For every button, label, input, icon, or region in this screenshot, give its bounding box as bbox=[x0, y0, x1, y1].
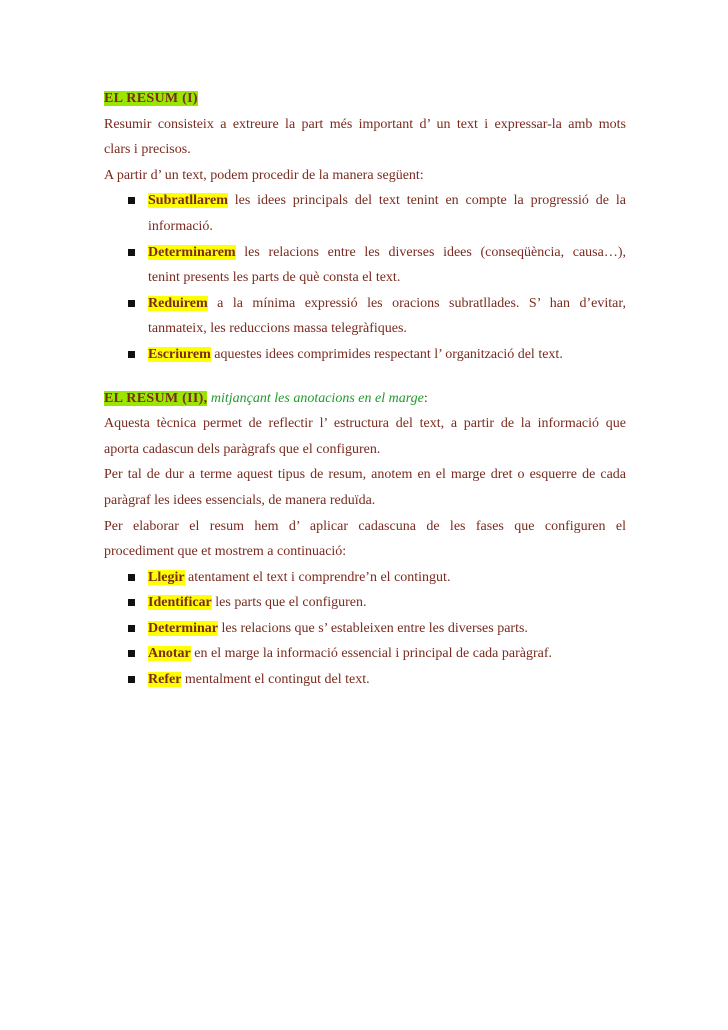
section2-line-3: Per tal de dur a terme aquest tipus de resum, anotem en el marge dret o esquerre de cada bbox=[104, 467, 626, 483]
list-item bbox=[104, 291, 626, 342]
list-item bbox=[104, 240, 626, 291]
keyword-reduirem: Reduirem bbox=[148, 295, 208, 311]
list-item bbox=[104, 667, 626, 693]
list-item-text: les idees principals del text tenint en compte la progressió de la bbox=[227, 193, 626, 209]
square-bullet-icon bbox=[128, 599, 135, 606]
list-item bbox=[104, 342, 626, 368]
list-item-text: mentalment el contingut del text. bbox=[181, 672, 370, 688]
section-spacer bbox=[104, 368, 626, 386]
list-item-text: les relacions entre les diverses idees (conseqüència, causa…), bbox=[235, 244, 626, 260]
keyword-refer: Refer bbox=[148, 672, 182, 688]
keyword-escriurem: Escriurem bbox=[148, 346, 211, 362]
list-item-text: en el marge la informació essencial i principal de cada paràgraf. bbox=[190, 646, 553, 662]
list-item bbox=[104, 641, 626, 667]
square-bullet-icon bbox=[128, 300, 135, 307]
list-item bbox=[104, 565, 626, 591]
section2-subheading-suffix: : bbox=[423, 390, 428, 406]
section2-line-2: aporta cadascun dels paràgrafs que el configuren. bbox=[104, 441, 381, 457]
list-item bbox=[104, 188, 626, 239]
keyword-determinar: Determinar bbox=[148, 620, 218, 636]
section1-para1-line2: clars i precisos. bbox=[104, 142, 191, 158]
section2-heading: EL RESUM (II), bbox=[104, 390, 208, 406]
section2-line-4: paràgraf les idees essencials, de manera reduïda. bbox=[104, 492, 376, 508]
list-item-text: aquestes idees comprimides respectant l’ organització del text. bbox=[210, 346, 563, 362]
keyword-llegir: Llegir bbox=[148, 569, 185, 585]
section2-subheading: mitjançant les anotacions en el marge bbox=[210, 390, 424, 406]
list-item-continuation: tanmateix, les reduccions massa telegràfiques. bbox=[148, 321, 407, 337]
keyword-identificar: Identificar bbox=[148, 595, 212, 611]
square-bullet-icon bbox=[128, 197, 135, 204]
section1-para1-line1: Resumir consisteix a extreure la part més important d’ un text i expressar-la amb mots bbox=[104, 116, 626, 132]
list-item-text: les relacions que s’ estableixen entre les diverses parts. bbox=[217, 620, 528, 636]
square-bullet-icon bbox=[128, 351, 135, 358]
list-item-text: a la mínima expressió les oracions subratllades. S’ han d’evitar, bbox=[207, 295, 626, 311]
section1-list bbox=[104, 188, 626, 367]
section2-heading-line bbox=[104, 386, 626, 412]
section1-heading: EL RESUM (I) bbox=[104, 91, 198, 106]
list-item-continuation: tenint presents les parts de què consta el text. bbox=[148, 270, 401, 286]
list-item bbox=[104, 616, 626, 642]
section2-line-6: procediment que et mostrem a continuació: bbox=[104, 544, 347, 560]
square-bullet-icon bbox=[128, 676, 135, 683]
section2-line-1: Aquesta tècnica permet de reflectir l’ estructura del text, a partir de la informació que bbox=[104, 416, 626, 432]
list-item-text: atentament el text i comprendre’n el contingut. bbox=[184, 569, 451, 585]
list-item-continuation: informació. bbox=[148, 218, 213, 234]
document-body bbox=[104, 86, 626, 693]
square-bullet-icon bbox=[128, 650, 135, 657]
keyword-determinarem: Determinarem bbox=[148, 244, 236, 260]
section1-para2: A partir d’ un text, podem procedir de la manera següent: bbox=[104, 167, 424, 183]
section2-list bbox=[104, 565, 626, 693]
list-item-text: les parts que el configuren. bbox=[211, 595, 367, 611]
section1-heading-line bbox=[104, 86, 626, 112]
section2-line-5: Per elaborar el resum hem d’ aplicar cadascuna de les fases que configuren el bbox=[104, 518, 626, 534]
square-bullet-icon bbox=[128, 574, 135, 581]
keyword-anotar: Anotar bbox=[148, 646, 191, 662]
keyword-subratllarem: Subratllarem bbox=[148, 193, 228, 209]
list-item bbox=[104, 590, 626, 616]
square-bullet-icon bbox=[128, 625, 135, 632]
square-bullet-icon bbox=[128, 249, 135, 256]
